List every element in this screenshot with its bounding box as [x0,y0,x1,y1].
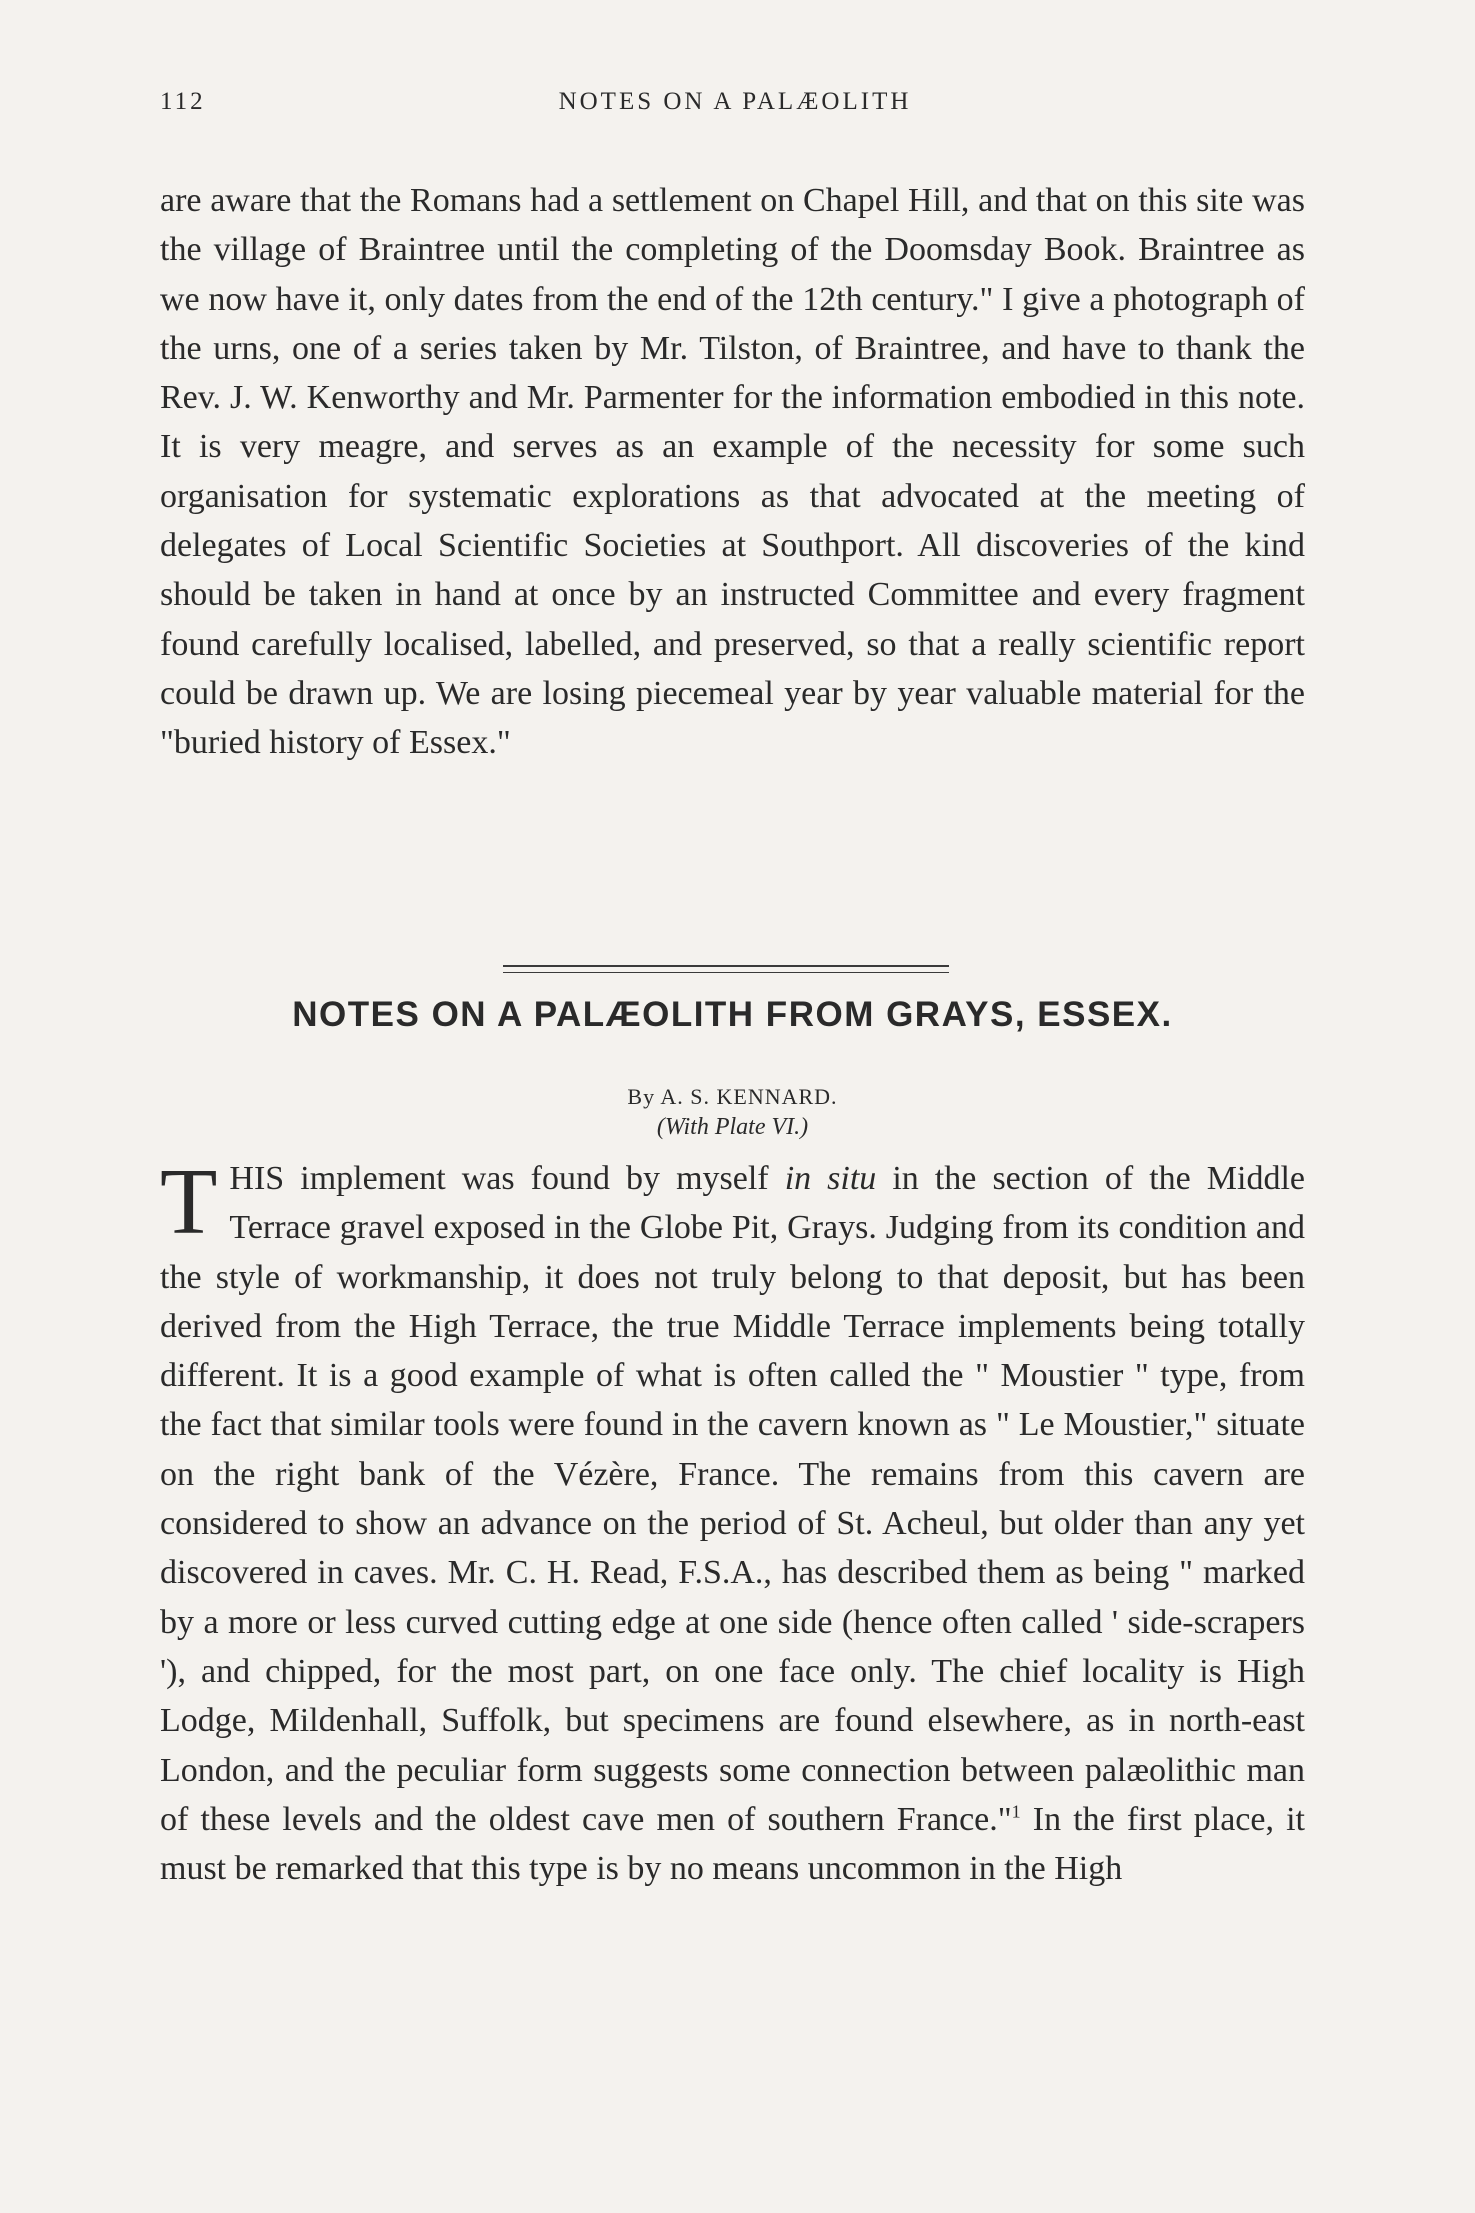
article-body [160,1150,1305,1893]
drop-cap: T [160,1150,218,1254]
running-head [160,88,1310,124]
byline: By A. S. KENNARD. [627,1084,838,1109]
plate-note: (With Plate VI.) [656,1114,809,1140]
footnote-ref: 1 [1011,1801,1021,1822]
body-text-start: HIS implement was found by myself [229,1160,785,1197]
running-title: NOTES ON A PALÆOLITH [558,88,912,115]
body-text-main: in the section of the Middle Terrace gravel exposed in the Globe Pit, Grays. Judging from its condition and the style of workmanship, it does not truly belong to that deposit, but has been derived from the High Terrace, the true Middle Terrace implements being totally different. It is a good example of what is often called the " Moustier " type, from the fact that similar tools were found in the cavern known as " Le Moustier," situate on the right bank of the Vézère, France. The remains from this cavern are considered to show an advance on the period of St. Acheul, but older than any yet discovered in caves. Mr. C. H. Read, F.S.A., has described them as being " marked by a more or less curved cutting edge at one side (hence often called ' side-scrapers '), and chipped, for the most part, on one face only. The chief locality is High Lodge, Mildenhall, Suffolk, but specimens are found elsewhere, as in north-east London, and the peculiar form suggests some connection between palæolithic man of these levels and the oldest cave men of southern France." [160,1160,1305,1838]
in-situ-phrase: in situ [784,1160,877,1197]
body-text-end: In the first place, it must be remarked that this type is by no means uncommon in the High [160,1800,1305,1888]
page-number: 112 [160,88,206,115]
article-title: NOTES ON A PALÆOLITH FROM GRAYS, ESSEX. [292,995,1173,1034]
paragraph-one: are aware that the Romans had a settlement on Chapel Hill, and that on this site was the village of Braintree until the completing of the Doomsday Book. Braintree as we now have it, only dates from the end of the 12th century." I give a photograph of the urns, one of a series taken by Mr. Tilston, of Braintree, and have to thank the Rev. J. W. Kenworthy and Mr. Parmenter for the information embodied in this note. It is very meagre, and serves as an example of the necessity for some such organisation for systematic explorations as that advocated at the meeting of delegates of Local Scientific Societies at Southport. All discoveries of the kind should be taken in hand at once by an instructed Committee and every fragment found carefully localised, labelled, and preserved, so that a really scientific report could be drawn up. We are losing piecemeal year by year valuable material for the "buried history of Essex." [160,182,1305,762]
section-divider [503,965,949,973]
